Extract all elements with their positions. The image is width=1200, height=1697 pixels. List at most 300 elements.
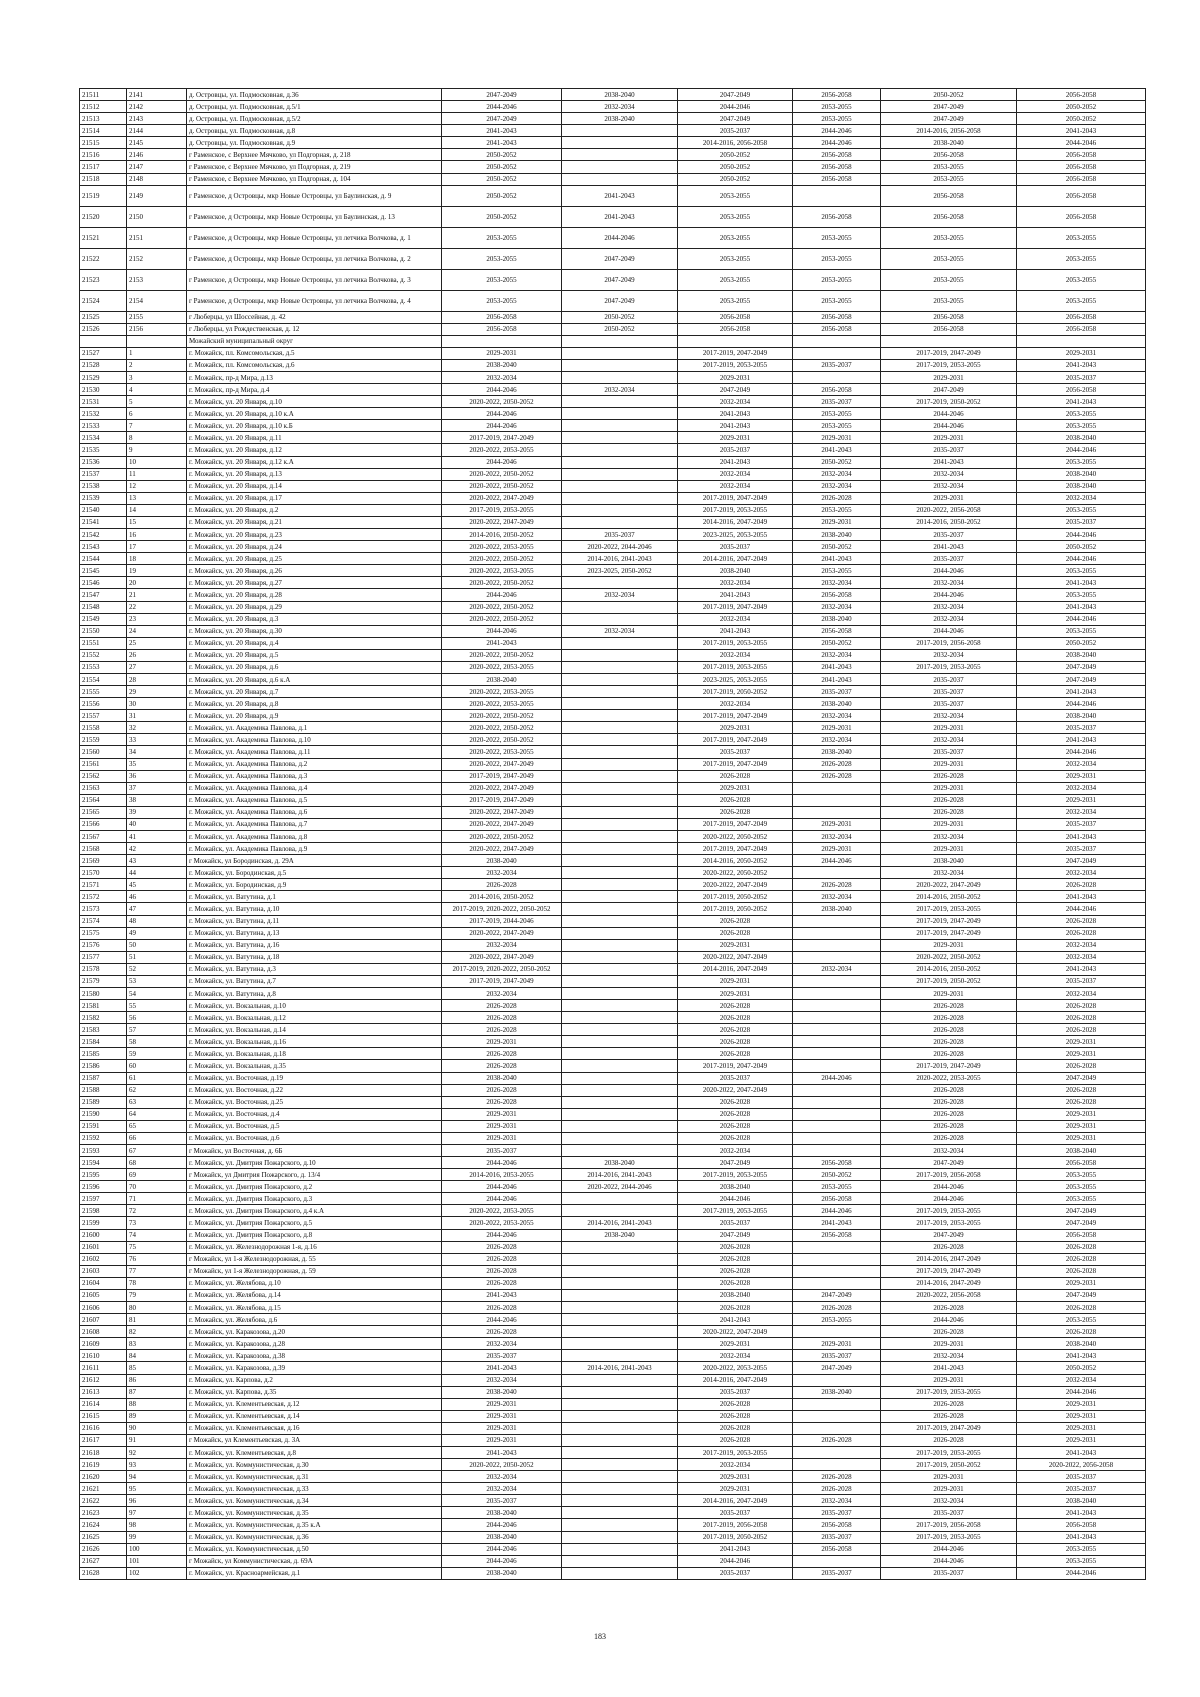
- address-cell: г. Можайск, ул. Академика Павлова, д.3: [187, 770, 442, 782]
- table-row: [80, 1229, 1146, 1241]
- period-4-cell: [793, 1241, 881, 1253]
- local-number-cell: 53: [127, 975, 187, 987]
- period-6-cell: 2047-2049: [1017, 673, 1146, 685]
- address-cell: д. Островцы, ул. Подмосковная, д.5/1: [187, 101, 442, 113]
- period-3-cell: 2035-2037: [678, 1386, 793, 1398]
- local-number-cell: 33: [127, 734, 187, 746]
- row-number-cell: 21531: [80, 396, 127, 408]
- period-5-cell: 2029-2031: [881, 818, 1017, 830]
- period-3-cell: 2026-2028: [678, 1277, 793, 1289]
- period-6-cell: 2053-2055: [1017, 504, 1146, 516]
- period-5-cell: 2032-2034: [881, 613, 1017, 625]
- period-3-cell: 2017-2019, 2050-2052: [678, 1531, 793, 1543]
- period-1-cell: 2020-2022, 2047-2049: [442, 758, 562, 770]
- period-6-cell: 2056-2058: [1017, 185, 1146, 206]
- local-number-cell: 67: [127, 1145, 187, 1157]
- period-6-cell: 2041-2043: [1017, 1350, 1146, 1362]
- local-number-cell: 3: [127, 372, 187, 384]
- period-3-cell: 2017-2019, 2053-2055: [678, 359, 793, 371]
- period-1-cell: 2026-2028: [442, 1302, 562, 1314]
- row-number-cell: 21528: [80, 359, 127, 371]
- period-4-cell: [793, 1060, 881, 1072]
- period-4-cell: 2053-2055: [793, 227, 881, 248]
- period-4-cell: 2041-2043: [793, 661, 881, 673]
- period-3-cell: 2047-2049: [678, 113, 793, 125]
- period-5-cell: 2017-2019, 2053-2055: [881, 1386, 1017, 1398]
- period-1-cell: 2020-2022, 2050-2052: [442, 480, 562, 492]
- period-3-cell: 2026-2028: [678, 1024, 793, 1036]
- period-5-cell: 2026-2028: [881, 1012, 1017, 1024]
- address-cell: г. Можайск, ул. 20 Января, д.30: [187, 625, 442, 637]
- period-6-cell: 2047-2049: [1017, 661, 1146, 673]
- table-row: [80, 1495, 1146, 1507]
- period-6-cell: 2056-2058: [1017, 1157, 1146, 1169]
- period-1-cell: 2032-2034: [442, 1338, 562, 1350]
- address-cell: г. Можайск, ул. Дмитрия Пожарского, д.10: [187, 1157, 442, 1169]
- period-6-cell: 2038-2040: [1017, 1338, 1146, 1350]
- local-number-cell: 39: [127, 806, 187, 818]
- row-number-cell: 21513: [80, 113, 127, 125]
- table-row: [80, 1519, 1146, 1531]
- address-cell: г Можайск, ул 1-я Железнодорожная, д. 59: [187, 1265, 442, 1277]
- period-2-cell: [562, 891, 678, 903]
- period-1-cell: 2044-2046: [442, 408, 562, 420]
- period-6-cell: 2044-2046: [1017, 137, 1146, 149]
- period-2-cell: 2047-2049: [562, 269, 678, 290]
- address-cell: г. Можайск, ул. Дмитрия Пожарского, д.4 к.А: [187, 1205, 442, 1217]
- period-5-cell: 2026-2028: [881, 1024, 1017, 1036]
- period-2-cell: 2035-2037: [562, 529, 678, 541]
- period-5-cell: 2017-2019, 2053-2055: [881, 903, 1017, 915]
- period-2-cell: [562, 516, 678, 528]
- period-2-cell: [562, 1543, 678, 1555]
- period-3-cell: 2017-2019, 2047-2049: [678, 710, 793, 722]
- address-cell: г. Можайск, ул. Восточная, д.19: [187, 1072, 442, 1084]
- row-number-cell: 21593: [80, 1145, 127, 1157]
- period-6-cell: 2056-2058: [1017, 311, 1146, 323]
- table-row: [80, 830, 1146, 842]
- period-4-cell: 2044-2046: [793, 1072, 881, 1084]
- local-number-cell: 24: [127, 625, 187, 637]
- period-5-cell: 2029-2031: [881, 432, 1017, 444]
- period-5-cell: 2032-2034: [881, 649, 1017, 661]
- row-number-cell: 21573: [80, 903, 127, 915]
- period-1-cell: 2029-2031: [442, 1410, 562, 1422]
- period-3-cell: 2041-2043: [678, 589, 793, 601]
- period-2-cell: 2047-2049: [562, 248, 678, 269]
- table-row: [80, 843, 1146, 855]
- table-row: [80, 770, 1146, 782]
- row-number-cell: 21536: [80, 456, 127, 468]
- table-row: [80, 101, 1146, 113]
- period-2-cell: [562, 359, 678, 371]
- period-2-cell: [562, 722, 678, 734]
- local-number-cell: 57: [127, 1024, 187, 1036]
- period-2-cell: 2044-2046: [562, 227, 678, 248]
- local-number-cell: 80: [127, 1302, 187, 1314]
- period-2-cell: [562, 1374, 678, 1386]
- address-cell: г. Можайск, ул. Академика Павлова, д.1: [187, 722, 442, 734]
- period-1-cell: 2038-2040: [442, 359, 562, 371]
- period-1-cell: 2020-2022, 2047-2049: [442, 843, 562, 855]
- period-6-cell: 2032-2034: [1017, 758, 1146, 770]
- period-4-cell: [793, 1120, 881, 1132]
- local-number-cell: 20: [127, 577, 187, 589]
- period-2-cell: [562, 879, 678, 891]
- period-3-cell: 2041-2043: [678, 1314, 793, 1326]
- address-cell: г. Можайск, ул. Академика Павлова, д.4: [187, 782, 442, 794]
- table-row: [80, 915, 1146, 927]
- period-1-cell: 2044-2046: [442, 1157, 562, 1169]
- row-number-cell: 21566: [80, 818, 127, 830]
- period-2-cell: 2023-2025, 2050-2052: [562, 565, 678, 577]
- period-1-cell: 2029-2031: [442, 347, 562, 359]
- period-6-cell: 2032-2034: [1017, 806, 1146, 818]
- period-6-cell: 2041-2043: [1017, 396, 1146, 408]
- table-row: [80, 855, 1146, 867]
- table-row: [80, 1446, 1146, 1458]
- local-number-cell: 2: [127, 359, 187, 371]
- period-6-cell: 2041-2043: [1017, 963, 1146, 975]
- period-3-cell: 2056-2058: [678, 311, 793, 323]
- period-4-cell: 2056-2058: [793, 1519, 881, 1531]
- local-number-cell: 96: [127, 1495, 187, 1507]
- row-number-cell: 21599: [80, 1217, 127, 1229]
- address-cell: г. Можайск, ул. Коммунистическая, д.35: [187, 1507, 442, 1519]
- period-6-cell: 2053-2055: [1017, 1314, 1146, 1326]
- period-5-cell: 2020-2022, 2047-2049: [881, 879, 1017, 891]
- local-number-cell: 18: [127, 553, 187, 565]
- table-row: [80, 1471, 1146, 1483]
- period-6-cell: 2041-2043: [1017, 1531, 1146, 1543]
- table-row: [80, 173, 1146, 185]
- period-5-cell: 2026-2028: [881, 1036, 1017, 1048]
- period-3-cell: 2035-2037: [678, 125, 793, 137]
- table-row: [80, 137, 1146, 149]
- address-cell: Можайский муниципальный округ: [187, 335, 442, 347]
- row-number-cell: 21556: [80, 698, 127, 710]
- table-row: [80, 1459, 1146, 1471]
- period-3-cell: 2044-2046: [678, 1193, 793, 1205]
- period-4-cell: 2047-2049: [793, 1362, 881, 1374]
- address-cell: г. Можайск, ул. Вокзальная, д.10: [187, 1000, 442, 1012]
- table-row: [80, 1410, 1146, 1422]
- period-5-cell: 2017-2019, 2053-2055: [881, 359, 1017, 371]
- period-2-cell: [562, 1024, 678, 1036]
- period-1-cell: 2050-2052: [442, 173, 562, 185]
- table-row: [80, 1398, 1146, 1410]
- period-3-cell: [678, 335, 793, 347]
- period-5-cell: 2017-2019, 2056-2058: [881, 637, 1017, 649]
- period-4-cell: [793, 1422, 881, 1434]
- period-3-cell: 2020-2022, 2047-2049: [678, 1326, 793, 1338]
- row-number-cell: 21561: [80, 758, 127, 770]
- period-2-cell: [562, 758, 678, 770]
- period-6-cell: 2029-2031: [1017, 1036, 1146, 1048]
- period-3-cell: 2032-2034: [678, 480, 793, 492]
- period-5-cell: 2014-2016, 2047-2049: [881, 1253, 1017, 1265]
- period-1-cell: 2050-2052: [442, 206, 562, 227]
- local-number-cell: 92: [127, 1446, 187, 1458]
- table-row: [80, 577, 1146, 589]
- table-row: [80, 206, 1146, 227]
- period-4-cell: 2032-2034: [793, 649, 881, 661]
- period-5-cell: 2026-2028: [881, 1108, 1017, 1120]
- period-6-cell: 2041-2043: [1017, 601, 1146, 613]
- period-5-cell: 2041-2043: [881, 1362, 1017, 1374]
- row-number-cell: 21600: [80, 1229, 127, 1241]
- period-6-cell: 2053-2055: [1017, 1169, 1146, 1181]
- period-6-cell: 2032-2034: [1017, 782, 1146, 794]
- period-1-cell: 2017-2019, 2047-2049: [442, 432, 562, 444]
- address-cell: г. Можайск, ул. Восточная, д.4: [187, 1108, 442, 1120]
- table-row: [80, 504, 1146, 516]
- period-5-cell: 2047-2049: [881, 113, 1017, 125]
- period-4-cell: 2053-2055: [793, 504, 881, 516]
- period-1-cell: 2026-2028: [442, 1084, 562, 1096]
- address-cell: г. Можайск, ул. Коммунистическая, д.30: [187, 1459, 442, 1471]
- local-number-cell: 43: [127, 855, 187, 867]
- period-4-cell: 2032-2034: [793, 480, 881, 492]
- period-2-cell: [562, 770, 678, 782]
- period-4-cell: [793, 1253, 881, 1265]
- local-number-cell: 5: [127, 396, 187, 408]
- period-5-cell: 2056-2058: [881, 149, 1017, 161]
- period-4-cell: [793, 1446, 881, 1458]
- period-5-cell: 2017-2019, 2053-2055: [881, 661, 1017, 673]
- period-2-cell: [562, 782, 678, 794]
- period-4-cell: 2053-2055: [793, 420, 881, 432]
- row-number-cell: 21565: [80, 806, 127, 818]
- period-6-cell: 2026-2028: [1017, 1326, 1146, 1338]
- period-1-cell: 2020-2022, 2050-2052: [442, 553, 562, 565]
- period-2-cell: [562, 673, 678, 685]
- period-4-cell: 2026-2028: [793, 1471, 881, 1483]
- period-3-cell: 2050-2052: [678, 149, 793, 161]
- period-3-cell: 2014-2016, 2047-2049: [678, 1374, 793, 1386]
- period-1-cell: 2020-2022, 2053-2055: [442, 1205, 562, 1217]
- period-4-cell: 2026-2028: [793, 1434, 881, 1446]
- address-cell: г. Можайск, пл. Комсомольская, д.6: [187, 359, 442, 371]
- period-3-cell: 2053-2055: [678, 269, 793, 290]
- period-3-cell: 2026-2028: [678, 806, 793, 818]
- table-row: [80, 891, 1146, 903]
- period-3-cell: 2020-2022, 2053-2055: [678, 1362, 793, 1374]
- period-3-cell: 2035-2037: [678, 1217, 793, 1229]
- period-4-cell: [793, 1036, 881, 1048]
- period-3-cell: 2017-2019, 2047-2049: [678, 347, 793, 359]
- period-5-cell: 2029-2031: [881, 1338, 1017, 1350]
- period-2-cell: [562, 1084, 678, 1096]
- period-4-cell: [793, 1024, 881, 1036]
- address-cell: г. Можайск, ул. 20 Января, д.17: [187, 492, 442, 504]
- period-6-cell: 2050-2052: [1017, 1362, 1146, 1374]
- period-6-cell: 2026-2028: [1017, 879, 1146, 891]
- period-5-cell: 2056-2058: [881, 311, 1017, 323]
- period-2-cell: [562, 1567, 678, 1579]
- address-cell: г. Можайск, ул. Каракозова, д.28: [187, 1338, 442, 1350]
- period-1-cell: 2026-2028: [442, 1000, 562, 1012]
- period-5-cell: 2026-2028: [881, 770, 1017, 782]
- row-number-cell: 21622: [80, 1495, 127, 1507]
- row-number-cell: 21571: [80, 879, 127, 891]
- table-row: [80, 867, 1146, 879]
- address-cell: г. Можайск, ул. Ватутина, д.18: [187, 951, 442, 963]
- row-number-cell: 21613: [80, 1386, 127, 1398]
- period-4-cell: 2053-2055: [793, 248, 881, 269]
- period-5-cell: 2014-2016, 2047-2049: [881, 1277, 1017, 1289]
- period-4-cell: [793, 335, 881, 347]
- period-5-cell: 2029-2031: [881, 988, 1017, 1000]
- row-number-cell: 21535: [80, 444, 127, 456]
- address-cell: г. Можайск, ул. Коммунистическая, д.34: [187, 1495, 442, 1507]
- period-5-cell: 2020-2022, 2056-2058: [881, 1289, 1017, 1301]
- table-row: [80, 1314, 1146, 1326]
- row-number-cell: 21587: [80, 1072, 127, 1084]
- local-number-cell: 10: [127, 456, 187, 468]
- period-5-cell: 2017-2019, 2056-2058: [881, 1169, 1017, 1181]
- table-row: [80, 468, 1146, 480]
- table-row: [80, 89, 1146, 101]
- address-cell: г. Можайск, ул. Железнодорожная 1-я, д.16: [187, 1241, 442, 1253]
- period-4-cell: [793, 1012, 881, 1024]
- period-2-cell: [562, 1338, 678, 1350]
- address-cell: г. Можайск, ул. 20 Января, д.10 к.Б: [187, 420, 442, 432]
- period-3-cell: 2020-2022, 2050-2052: [678, 830, 793, 842]
- period-5-cell: 2044-2046: [881, 408, 1017, 420]
- local-number-cell: 2150: [127, 206, 187, 227]
- period-3-cell: 2026-2028: [678, 1422, 793, 1434]
- period-4-cell: 2050-2052: [793, 1169, 881, 1181]
- row-number-cell: 21526: [80, 323, 127, 335]
- table-row: [80, 975, 1146, 987]
- period-1-cell: 2032-2034: [442, 988, 562, 1000]
- period-2-cell: [562, 149, 678, 161]
- table-row: [80, 1374, 1146, 1386]
- period-2-cell: [562, 161, 678, 173]
- period-6-cell: 2056-2058: [1017, 149, 1146, 161]
- address-cell: г. Можайск, ул. Коммунистическая, д.31: [187, 1471, 442, 1483]
- period-3-cell: 2032-2034: [678, 468, 793, 480]
- row-number-cell: 21518: [80, 173, 127, 185]
- address-cell: г Можайск, ул Бородинская, д. 29А: [187, 855, 442, 867]
- table-row: [80, 722, 1146, 734]
- period-4-cell: [793, 975, 881, 987]
- period-1-cell: 2017-2019, 2047-2049: [442, 975, 562, 987]
- table-row: [80, 1012, 1146, 1024]
- address-cell: г. Можайск, ул. Клементьевская, д.12: [187, 1398, 442, 1410]
- period-4-cell: 2056-2058: [793, 89, 881, 101]
- period-4-cell: [793, 1374, 881, 1386]
- period-2-cell: 2014-2016, 2041-2043: [562, 1217, 678, 1229]
- row-number-cell: 21512: [80, 101, 127, 113]
- table-row: [80, 396, 1146, 408]
- period-5-cell: 2047-2049: [881, 1157, 1017, 1169]
- period-1-cell: 2020-2022, 2050-2052: [442, 830, 562, 842]
- period-6-cell: [1017, 335, 1146, 347]
- local-number-cell: 58: [127, 1036, 187, 1048]
- period-2-cell: [562, 1471, 678, 1483]
- period-5-cell: 2026-2028: [881, 1326, 1017, 1338]
- period-2-cell: [562, 396, 678, 408]
- period-6-cell: 2053-2055: [1017, 420, 1146, 432]
- period-4-cell: 2029-2031: [793, 843, 881, 855]
- address-cell: г. Можайск, ул. Академика Павлова, д.6: [187, 806, 442, 818]
- address-cell: г. Можайск, ул. Желябова, д.14: [187, 1289, 442, 1301]
- period-4-cell: [793, 806, 881, 818]
- period-3-cell: 2026-2028: [678, 794, 793, 806]
- period-2-cell: [562, 963, 678, 975]
- period-2-cell: [562, 710, 678, 722]
- period-3-cell: 2029-2031: [678, 975, 793, 987]
- period-5-cell: [881, 335, 1017, 347]
- period-1-cell: 2041-2043: [442, 1289, 562, 1301]
- table-row: [80, 311, 1146, 323]
- period-3-cell: 2029-2031: [678, 988, 793, 1000]
- period-4-cell: 2056-2058: [793, 384, 881, 396]
- period-1-cell: 2032-2034: [442, 372, 562, 384]
- period-4-cell: 2056-2058: [793, 1543, 881, 1555]
- period-2-cell: [562, 1072, 678, 1084]
- period-3-cell: 2014-2016, 2050-2052: [678, 855, 793, 867]
- local-number-cell: 71: [127, 1193, 187, 1205]
- period-3-cell: 2017-2019, 2056-2058: [678, 1519, 793, 1531]
- period-4-cell: [793, 1145, 881, 1157]
- period-4-cell: 2026-2028: [793, 770, 881, 782]
- period-2-cell: [562, 1302, 678, 1314]
- local-number-cell: 69: [127, 1169, 187, 1181]
- period-2-cell: [562, 1096, 678, 1108]
- address-cell: г. Можайск, ул. Карпова, д.2: [187, 1374, 442, 1386]
- table-row: [80, 1120, 1146, 1132]
- period-1-cell: 2026-2028: [442, 1326, 562, 1338]
- period-1-cell: 2044-2046: [442, 1229, 562, 1241]
- period-1-cell: 2032-2034: [442, 939, 562, 951]
- period-6-cell: 2029-2031: [1017, 1434, 1146, 1446]
- period-5-cell: 2029-2031: [881, 372, 1017, 384]
- period-1-cell: 2020-2022, 2047-2049: [442, 818, 562, 830]
- period-3-cell: 2017-2019, 2047-2049: [678, 492, 793, 504]
- row-number-cell: 21560: [80, 746, 127, 758]
- period-6-cell: 2029-2031: [1017, 347, 1146, 359]
- period-1-cell: 2044-2046: [442, 1543, 562, 1555]
- period-1-cell: 2044-2046: [442, 456, 562, 468]
- period-1-cell: 2050-2052: [442, 185, 562, 206]
- period-2-cell: [562, 1519, 678, 1531]
- period-3-cell: 2029-2031: [678, 1338, 793, 1350]
- period-2-cell: [562, 347, 678, 359]
- period-6-cell: 2029-2031: [1017, 1398, 1146, 1410]
- period-4-cell: 2026-2028: [793, 758, 881, 770]
- local-number-cell: 19: [127, 565, 187, 577]
- table-row: [80, 456, 1146, 468]
- period-1-cell: 2032-2034: [442, 1374, 562, 1386]
- period-3-cell: 2029-2031: [678, 372, 793, 384]
- period-6-cell: 2038-2040: [1017, 1495, 1146, 1507]
- period-6-cell: 2053-2055: [1017, 1555, 1146, 1567]
- period-5-cell: 2047-2049: [881, 101, 1017, 113]
- local-number-cell: 42: [127, 843, 187, 855]
- local-number-cell: 100: [127, 1543, 187, 1555]
- period-2-cell: [562, 661, 678, 673]
- period-5-cell: 2035-2037: [881, 746, 1017, 758]
- local-number-cell: 85: [127, 1362, 187, 1374]
- address-cell: г. Можайск, ул. Желябова, д.6: [187, 1314, 442, 1326]
- period-5-cell: 2029-2031: [881, 1471, 1017, 1483]
- row-number-cell: 21594: [80, 1157, 127, 1169]
- period-3-cell: 2017-2019, 2047-2049: [678, 1060, 793, 1072]
- period-4-cell: 2044-2046: [793, 125, 881, 137]
